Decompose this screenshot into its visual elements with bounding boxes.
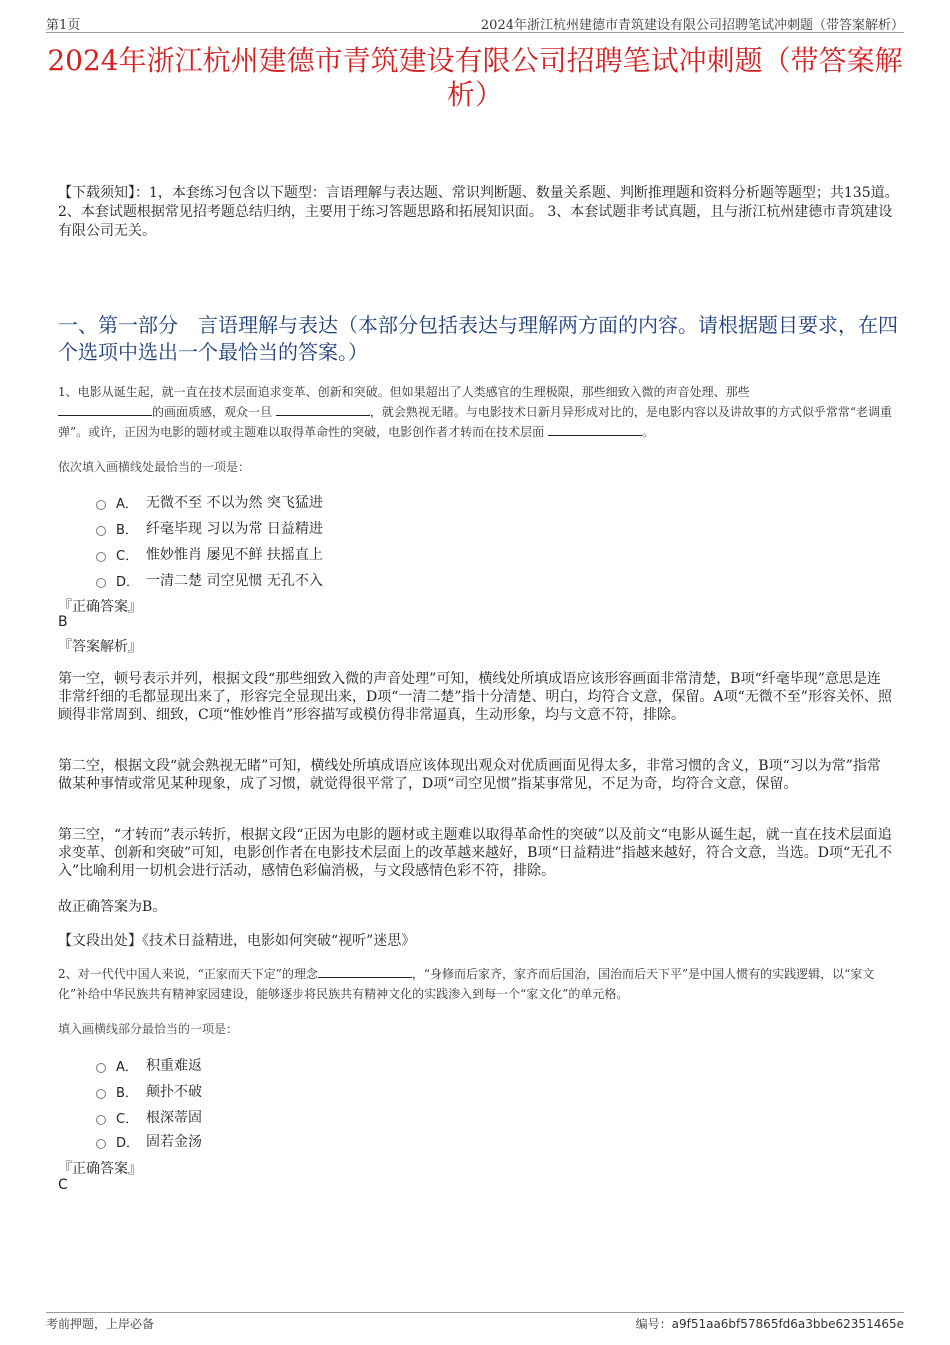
q1-conclusion: 故正确答案为B。	[58, 899, 167, 915]
page-footer	[46, 1312, 904, 1331]
q1-part-2: 的画面质感，观众一旦	[152, 405, 273, 419]
radio-icon[interactable]	[96, 1139, 106, 1149]
blank-2	[276, 403, 370, 416]
q1-part-3: ，就会熟视无睹。与电影技术日新月异形成对比的，是电影内容以及讲故事的方式似乎常常“老调重弹”。或许，正因为电影的题材或主题难以取得革命性的突破，电影创作者才转而在技术层面	[58, 405, 892, 439]
question-1-text	[58, 382, 898, 442]
header-doc-title: 2024年浙江杭州建德市青筑建设有限公司招聘笔试冲刺题（带答案解析）	[480, 18, 904, 33]
q1-option-c[interactable]: C． 惟妙惟肖 屡见不鲜 扶摇直上	[96, 544, 323, 564]
document-title: 2024年浙江杭州建德市青筑建设有限公司招聘笔试冲刺题（带答案解析）	[47, 44, 903, 111]
q1-analysis-para-1: 第一空，顿号表示并列，根据文段“那些细致入微的声音处理”可知，横线处所填成语应该形容画面非常清楚，B项“纤毫毕现”意思是连非常纤细的毛都显现出来了，形容完全显现出来，D项“一清二楚”指十分清楚、明白，均符合文意，保留。A项“无微不至”形容关怀、照顾得非常周到、细致，C项“惟妙惟肖”形容描写或模仿得非常逼真，生动形象，均与文意不符，排除。	[58, 671, 892, 723]
download-notice: 【下载须知】：1，本套练习包含以下题型：言语理解与表达题、常识判断题、数量关系题、判断推理题和资料分析题等题型；共135道。 2、本套试题根据常见招考题总结归纳，主要用于练习答题思路和拓展知识面。 3、本套试题非考试真题，且与浙江杭州建德市青筑建设有限公司无关。	[58, 185, 899, 239]
radio-icon[interactable]	[96, 1089, 106, 1099]
radio-icon[interactable]	[96, 1115, 106, 1125]
footer-code: 编号：a9f51aa6bf57865fd6a3bbe62351465e	[635, 1317, 904, 1331]
q2-option-c[interactable]: C． 根深蒂固	[96, 1107, 202, 1127]
q1-analysis-label: 『答案解析』	[58, 639, 142, 655]
q2-option-b[interactable]: B． 颠扑不破	[96, 1081, 202, 1101]
q2-option-a[interactable]: A． 积重难返	[96, 1055, 202, 1075]
q2-part-1: 2、对一代代中国人来说，“正家而天下定”的理念	[58, 967, 318, 981]
radio-icon[interactable]	[96, 500, 106, 510]
radio-icon[interactable]	[96, 578, 106, 588]
q2-answer: C	[58, 1177, 68, 1193]
q1-part-1: 1、电影从诞生起，就一直在技术层面追求变革、创新和突破。但如果超出了人类感官的生理极限，那些细致入微的声音处理、那些	[58, 385, 750, 399]
q1-analysis-para-2: 第二空，根据文段“就会熟视无睹”可知，横线处所填成语应该体现出观众对优质画面见得太多，非常习惯的含义，B项“习以为常”指常做某种事情或常见某种现象，成了习惯，就觉得很平常了，D项“司空见惯”指某事常见，不足为奇，均符合文意，保留。	[58, 758, 881, 792]
q2-option-d[interactable]: D． 固若金汤	[96, 1131, 202, 1151]
page-header	[46, 12, 904, 33]
blank-4	[318, 965, 412, 978]
q2-prompt: 填入画横线部分最恰当的一项是：	[58, 1022, 239, 1036]
radio-icon[interactable]	[96, 526, 106, 536]
footer-slogan: 考前押题，上岸必备	[46, 1317, 155, 1331]
q2-part-2: ，“身修而后家齐，家齐而后国治，国治而后天下平”是中国人惯有的实践逻辑，以“家文化”补给中华民族共有精神家园建设，能够逐步将民族共有精神文化的实践渗入到每一个“家文化”的单元格。	[58, 967, 875, 1001]
q1-option-d[interactable]: D． 一清二楚 司空见惯 无孔不入	[96, 570, 323, 590]
blank-1	[58, 403, 152, 416]
q1-answer: B	[58, 614, 68, 630]
section-heading: 一、第一部分 言语理解与表达（本部分包括表达与理解两方面的内容。请根据题目要求，在四个选项中选出一个最恰当的答案。）	[58, 313, 898, 364]
q1-answer-label: 『正确答案』	[58, 599, 142, 615]
q1-option-a[interactable]: A． 无微不至 不以为然 突飞猛进	[96, 492, 323, 512]
q1-analysis-para-3: 第三空，“才转而”表示转折，根据文段“正因为电影的题材或主题难以取得革命性的突破”以及前文“电影从诞生起，就一直在技术层面追求变革、创新和突破”可知，电影创作者在电影技术层面上的改革越来越好，B项“日益精进”指越来越好，符合文意，当选。D项“无孔不入”比喻利用一切机会进行活动，感情色彩偏消极，与文段感情色彩不符，排除。	[58, 827, 893, 879]
q1-option-b[interactable]: B． 纤毫毕现 习以为常 日益精进	[96, 518, 323, 538]
q2-answer-label: 『正确答案』	[58, 1161, 142, 1177]
q1-source: 【文段出处】《技术日益精进，电影如何突破“视听”迷思》	[58, 933, 416, 949]
radio-icon[interactable]	[96, 552, 106, 562]
q1-prompt: 依次填入画横线处最恰当的一项是：	[58, 460, 251, 474]
page-number: 第1页	[46, 18, 81, 33]
q1-part-4: 。	[641, 425, 654, 439]
question-2-text	[58, 964, 898, 1004]
radio-icon[interactable]	[96, 1063, 106, 1073]
blank-3	[548, 423, 642, 436]
